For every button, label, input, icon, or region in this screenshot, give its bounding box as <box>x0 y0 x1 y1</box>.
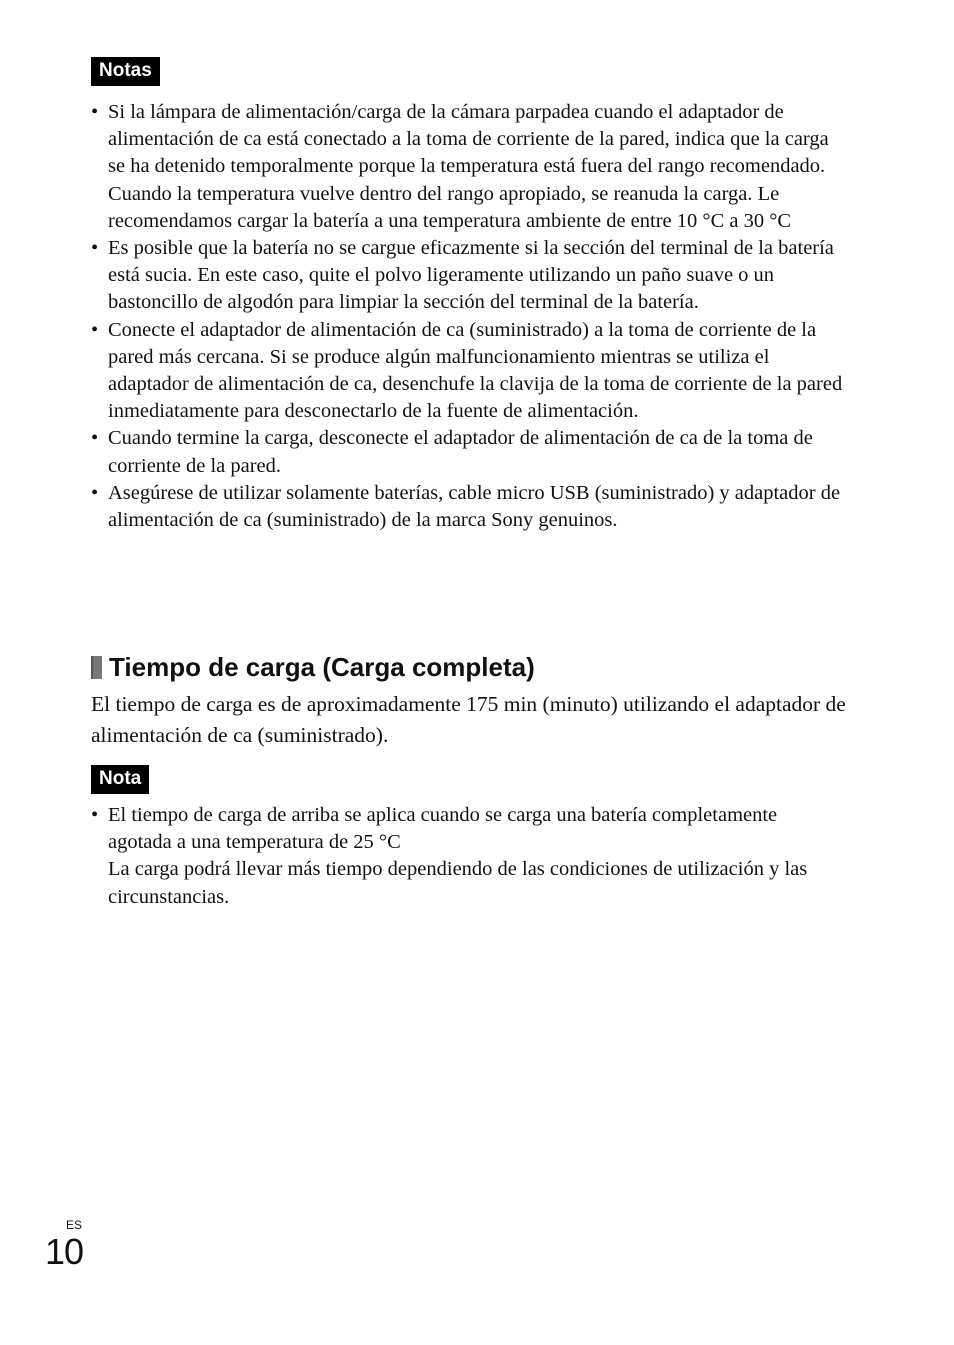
list-item: • Conecte el adaptador de alimentación de ca (suministrado) a la toma de corriente de la pared más cercana. Si se produce algún malfuncionamiento mientras se utiliza el adaptador de alimentación de ca, desenchufe la clavija de la toma de corriente de la pared inmediatamente para desconectarlo de la fuente de alimentación. <box>91 317 843 426</box>
heading-marker-icon <box>91 656 102 679</box>
language-code: ES <box>66 1218 83 1232</box>
section-heading-text: Tiempo de carga (Carga completa) <box>109 652 535 682</box>
notes-list <box>91 99 843 534</box>
list-item: • Cuando termine la carga, desconecte el adaptador de alimentación de ca de la toma de corriente de la pared. <box>91 425 843 479</box>
note-item-line: La carga podrá llevar más tiempo dependiendo de las condiciones de utilización y las circunstancias. <box>108 858 808 908</box>
list-item: • Asegúrese de utilizar solamente baterías, cable micro USB (suministrado) y adaptador de alimentación de ca (suministrado) de la marca Sony genuinos. <box>91 480 843 534</box>
list-item: • Es posible que la batería no se cargue eficazmente si la sección del terminal de la batería está sucia. En este caso, quite el polvo ligeramente utilizando un paño suave o un bastoncillo de algodón para limpiar la sección del terminal de la batería. <box>91 235 843 317</box>
charge-time-paragraph: El tiempo de carga es de aproximadamente 175 min (minuto) utilizando el adaptador de alimentación de ca (suministrado). <box>91 692 846 747</box>
page-number: 10 <box>45 1231 84 1272</box>
section-heading <box>91 650 535 684</box>
list-item: • Si la lámpara de alimentación/carga de la cámara parpadea cuando el adaptador de alimentación de ca está conectado a la toma de corriente de la pared, indica que la carga se ha detenido temporalmente porque la temperatura está fuera del rango recomendado. Cuando la temperatura vuelve dentro del rango apropiado, se reanuda la carga. Le recomendamos cargar la batería a una temperatura ambiente de entre 10 °C a 30 °C <box>91 99 843 235</box>
list-item <box>91 802 843 911</box>
notes-label: Notas <box>91 57 160 86</box>
note-label: Nota <box>91 765 149 794</box>
note-item-line: • El tiempo de carga de arriba se aplica cuando se carga una batería completamente agotada a una temperatura de 25 °C <box>108 804 778 854</box>
note-list <box>91 802 843 911</box>
